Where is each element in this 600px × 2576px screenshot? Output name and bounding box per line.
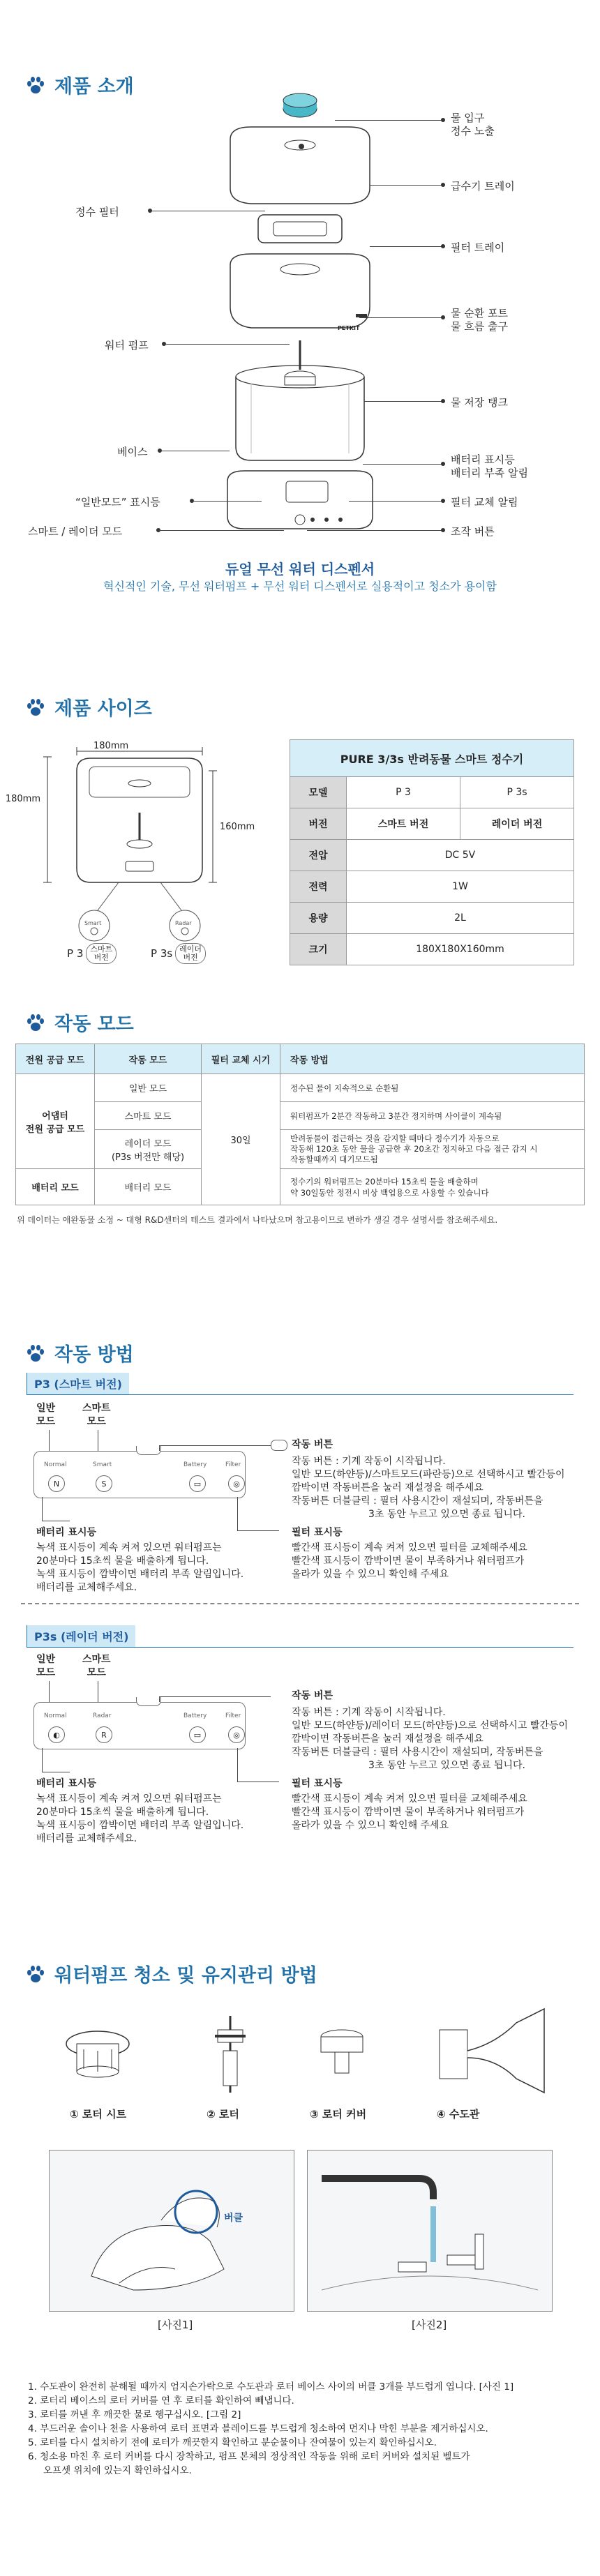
button-title-p3s: 작동 버튼 xyxy=(292,1690,333,1701)
label-filter-alert: 필터 교체 알림 xyxy=(451,496,518,509)
label-battery: 배터리 표시등 배터리 부족 알림 xyxy=(451,453,528,479)
label-smart-mode: 스마트 / 레이더 모드 xyxy=(28,525,123,538)
size-depth: 180mm xyxy=(5,794,40,804)
spec-row-size: 크기 180X180X160mm xyxy=(290,934,574,965)
battery-title-p3s: 배터리 표시등 xyxy=(36,1778,97,1789)
normal-indicator: ◐ xyxy=(48,1726,65,1743)
battery-desc-p3: 녹색 표시등이 계속 켜져 있으면 워터펌프는 20분마다 15초씩 물을 배출하게 됩니다. 녹색 표시등이 깜박이면 배터리 부족 알림입니다. 배터리를 교체해주세요. xyxy=(36,1542,244,1593)
section-title-mode: 작동 모드 xyxy=(25,1009,134,1036)
paw-icon xyxy=(25,1343,46,1364)
spec-table xyxy=(290,739,574,965)
p3s-label: P 3s 레이더 버전 xyxy=(151,943,206,964)
paw-icon xyxy=(25,75,46,96)
filter-desc-p3: 빨간색 표시등이 계속 켜져 있으면 필터를 교체해주세요 빨간색 표시등이 깜박이면 물이 부족하거나 워터펌프가 올라가 있을 수 있으니 확인해 주세요 xyxy=(292,1542,527,1580)
section-title-intro: 제품 소개 xyxy=(25,71,134,98)
smart-caption: Smart xyxy=(84,920,102,926)
spec-title: PURE 3/3s 반려동물 스마트 정수기 xyxy=(290,740,574,777)
control-panel-p3: Normal Smart Battery Filter N S ▭ ◎ xyxy=(33,1451,246,1498)
photo-2-caption: [사진2] xyxy=(412,2319,447,2331)
operation-button[interactable] xyxy=(136,1697,161,1706)
label-normal-mode-p3: 일반 모드 xyxy=(36,1403,56,1427)
size-width: 180mm xyxy=(93,741,129,751)
label-filter: 정수 필터 xyxy=(75,206,119,218)
label-normal-mode-p3s: 일반 모드 xyxy=(36,1654,56,1678)
pump-parts-diagram xyxy=(56,2002,572,2114)
section-title-maint: 워터펌프 청소 및 유지관리 방법 xyxy=(25,1960,317,1987)
size-height: 160mm xyxy=(220,822,255,832)
paw-icon xyxy=(25,1964,46,1984)
radar-caption: Radar xyxy=(175,920,192,926)
part-rotor: ② 로터 xyxy=(207,2108,239,2121)
part-rotor-seat: ① 로터 시트 xyxy=(70,2108,127,2121)
label-button: 조작 버튼 xyxy=(451,525,495,538)
p3-label: P 3 스마트 버전 xyxy=(67,943,117,964)
size-diagram xyxy=(28,743,279,973)
filter-title-p3: 필터 표시등 xyxy=(292,1527,343,1538)
paw-icon xyxy=(25,697,46,718)
button-title-p3: 작동 버튼 xyxy=(292,1439,333,1450)
buckle-label: 버클 xyxy=(224,2213,243,2224)
brand-mark: PETKIT xyxy=(338,325,360,331)
mode-table: 전원 공급 모드 작동 모드 필터 교체 시기 작동 방법 어댑터 전원 공급 모드 일반 모드 30일 정수된 물이 지속적으로 순환됨 스마트 모드 워터펌프가 2분간 작동하고 3분간 정지하며 사이클이 계속됨 레이더 모드 (P3s 버전만 해당) 반려동물이 접근하는 것을 감지할 때마다 정수기가 자동으로 작동해 120초 동안 물을 공급한 후 20초간 정지하고 다음 접근 감지 시 작동할때까지 대기모드됨 배터리 모드 배터리 모드 정수기의 워터펌프는 20분마다 15초씩 물을 배출하며 약 30일동안 정전시 비상 백업용으로 사용할 수 있습니다 xyxy=(15,1044,585,1205)
spec-row-model: 모델 P 3 P 3s xyxy=(290,777,574,808)
label-inlet: 물 입구 정수 노출 xyxy=(451,112,495,137)
photo-1 xyxy=(49,2150,294,2312)
spec-row-power: 전력 1W xyxy=(290,871,574,903)
button-desc-p3s: 작동 버튼 : 기계 작동이 시작됩니다. 일반 모드(하얀등)/레이더 모드(하얀등)으로 선택하시고 빨간등이 깜박이면 작동버튼을 눌러 재설정을 해주세요 작동버튼 더블클릭 : 필터 사용시간이 재설되며, 작동버튼을 3초 동안 누르고 있으면 종료 됩니다. xyxy=(292,1707,568,1771)
filter-title-p3s: 필터 표시등 xyxy=(292,1778,343,1789)
button-desc-p3: 작동 버튼 : 기계 작동이 시작됩니다. 일반 모드(하얀등)/스마트모드(파란등)으로 선택하시고 빨간등이 깜박이면 작동버튼을 눌러 재설정을 해주세요 작동버튼 더블클릭 : 필터 사용시간이 재설되며, 작동버튼을 3초 동안 누르고 있으면 종료 됩니다. xyxy=(292,1456,565,1520)
battery-indicator: ▭ xyxy=(189,1726,206,1743)
filter-indicator: ◎ xyxy=(228,1726,245,1743)
power-adapter: 어댑터 전원 공급 모드 xyxy=(16,1074,95,1169)
spec-row-version: 버전 스마트 버전 레이더 버전 xyxy=(290,808,574,840)
mode-note: 위 데이터는 애완동물 소정 ~ 대형 R&D센터의 테스트 결과에서 나타났으며 참고용이므로 변하가 생길 경우 설명서를 참조해주세요. xyxy=(17,1215,498,1225)
photo-2 xyxy=(307,2150,553,2312)
battery-desc-p3s: 녹색 표시등이 계속 켜져 있으면 워터펌프는 20분마다 15초씩 물을 배출하게 됩니다. 녹색 표시등이 깜박이면 배터리 부족 알림입니다. 배터리를 교체해주세요. xyxy=(36,1793,244,1844)
maintenance-steps: 1. 수도관이 완전히 분해될 때까지 엄지손가락으로 수도관과 로터 베이스 사이의 버클 3개를 부드럽게 엽니다. [사진 1] 2. 로터리 베이스의 로터 커버를 연 후 로터를 확인하여 빼냅니다. 3. 로터를 꺼낸 후 깨끗한 물로 헹구십시오. [그림 2] 4. 부드러운 솔이나 천을 사용하여 로터 표면과 블레이드를 부드럽게 청소하여 먼지나 막힌 부분을 제거하십시오. 5. 로터를 다시 설치하기 전에 로터가 깨끗한지 확인하고 분순물이나 잔여물이 있는지 확인하십시오. 6. 청소용 마친 후 로터 커버를 다시 장착하고, 펌프 본체의 정상적인 작동을 위해 로터 커버와 설치된 벨트가 오프셋 위치에 있는지 확인하십시오. xyxy=(28,2381,514,2476)
label-filter-tray: 필터 트레이 xyxy=(451,241,505,254)
part-water-pipe: ④ 수도관 xyxy=(437,2108,480,2121)
spec-row-capacity: 용량 2L xyxy=(290,903,574,934)
smart-indicator: S xyxy=(96,1475,112,1492)
part-rotor-cover: ③ 로터 커버 xyxy=(310,2108,367,2121)
label-base: 베이스 xyxy=(117,446,148,458)
label-normal-mode: “일반모드” 표시등 xyxy=(75,496,160,509)
spec-row-voltage: 전압 DC 5V xyxy=(290,840,574,871)
label-pump: 워터 펌프 xyxy=(105,339,149,352)
intro-tagline: 듀얼 무선 워터 디스펜서 xyxy=(225,561,375,578)
paw-icon xyxy=(25,1012,46,1033)
exploded-diagram xyxy=(209,91,391,537)
photo-1-caption: [사진1] xyxy=(158,2319,193,2331)
operation-button[interactable] xyxy=(136,1446,161,1455)
tag-p3: P3 (스마트 버전) xyxy=(27,1373,129,1394)
label-smart-mode-p3s: 스마트 모드 xyxy=(82,1654,111,1678)
label-tray: 급수기 트레이 xyxy=(451,180,515,193)
label-circulation: 물 순환 포트 물 흐름 출구 xyxy=(451,307,508,333)
battery-title-p3: 배터리 표시등 xyxy=(36,1527,97,1538)
tag-p3s: P3s (레이더 버전) xyxy=(27,1625,135,1647)
normal-indicator: N xyxy=(48,1475,65,1492)
label-smart-mode-p3: 스마트 모드 xyxy=(82,1403,111,1427)
divider xyxy=(21,1603,579,1604)
intro-subtagline: 혁신적인 기술, 무선 워터펌프 + 무선 워터 디스펜서로 실용적이고 청소가 용이함 xyxy=(103,580,497,593)
filter-desc-p3s: 빨간색 표시등이 계속 켜져 있으면 필터를 교체해주세요 빨간색 표시등이 깜박이면 물이 부족하거나 워터펌프가 올라가 있을 수 있으니 확인해 주세요 xyxy=(292,1793,527,1831)
filter-indicator: ◎ xyxy=(228,1475,245,1492)
control-panel-p3s: Normal Radar Battery Filter ◐ R ▭ ◎ xyxy=(33,1702,246,1749)
radar-indicator: R xyxy=(96,1726,112,1743)
battery-indicator: ▭ xyxy=(189,1475,206,1492)
button-icon-p3 xyxy=(271,1440,287,1451)
section-title-size: 제품 사이즈 xyxy=(25,693,152,721)
label-tank: 물 저장 탱크 xyxy=(451,396,508,409)
section-title-howto: 작동 방법 xyxy=(25,1339,134,1366)
